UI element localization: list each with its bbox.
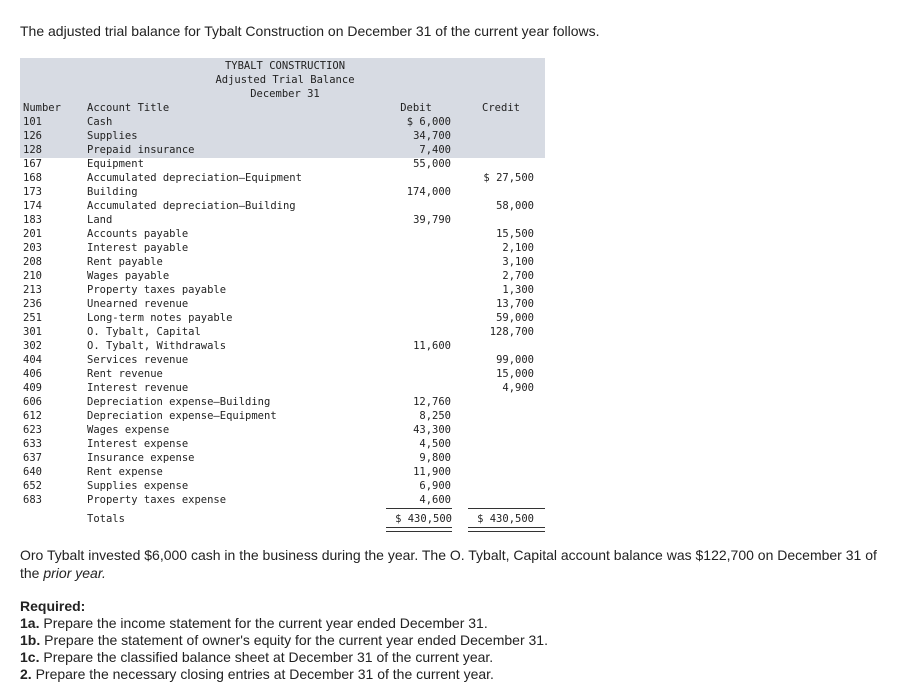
account-number: 652 (23, 480, 42, 492)
account-title: Supplies expense (87, 480, 189, 492)
required-item: 1c. Prepare the classified balance sheet at December 31 of the current year. (20, 649, 494, 665)
debit-amount: 4,500 (419, 438, 451, 450)
account-number: 640 (23, 466, 42, 478)
account-title: O. Tybalt, Withdrawals (87, 340, 227, 352)
account-title: Land (87, 214, 113, 226)
account-title: Rent revenue (87, 368, 163, 380)
credit-amount: $ 27,500 (483, 172, 534, 184)
table-row (20, 241, 545, 255)
debit-amount: 43,300 (413, 424, 451, 436)
required-heading: Required: (20, 598, 86, 614)
account-number: 251 (23, 312, 42, 324)
credit-amount: 59,000 (496, 312, 534, 324)
note-emphasis: prior year. (43, 565, 106, 581)
header-title: Account Title (87, 102, 170, 114)
credit-amount: 128,700 (489, 326, 534, 338)
account-title: O. Tybalt, Capital (87, 326, 201, 338)
account-number: 404 (23, 354, 42, 366)
table-row (20, 423, 545, 437)
debit-amount: 11,900 (413, 466, 451, 478)
account-number: 183 (23, 214, 42, 226)
additional-info (20, 546, 900, 582)
account-number: 637 (23, 452, 42, 464)
account-title: Equipment (87, 158, 144, 170)
report-date: December 31 (250, 88, 320, 100)
table-row (20, 227, 545, 241)
account-title: Accumulated depreciation—Equipment (87, 172, 302, 184)
account-number: 301 (23, 326, 42, 338)
account-number: 174 (23, 200, 42, 212)
account-title: Interest expense (87, 438, 189, 450)
account-number: 101 (23, 116, 42, 128)
credit-amount: 13,700 (496, 298, 534, 310)
table-row (20, 381, 545, 395)
account-title: Wages expense (87, 424, 170, 436)
account-number: 683 (23, 494, 42, 506)
totals-row (20, 512, 545, 526)
table-row (20, 185, 545, 199)
account-number: 210 (23, 270, 42, 282)
account-number: 302 (23, 340, 42, 352)
credit-total-double-rule (468, 527, 545, 532)
account-title: Cash (87, 116, 113, 128)
credit-amount: 2,100 (502, 242, 534, 254)
credit-amount: 2,700 (502, 270, 534, 282)
table-row (20, 465, 545, 479)
credit-amount: 4,900 (502, 382, 534, 394)
account-title: Property taxes expense (87, 494, 227, 506)
account-title: Prepaid insurance (87, 144, 195, 156)
account-number: 128 (23, 144, 42, 156)
table-row (20, 199, 545, 213)
account-number: 203 (23, 242, 42, 254)
account-number: 623 (23, 424, 42, 436)
account-title: Depreciation expense—Building (87, 396, 271, 408)
table-row (20, 269, 545, 283)
totals-label: Totals (87, 513, 125, 525)
header-debit: Debit (400, 102, 432, 114)
account-number: 208 (23, 256, 42, 268)
account-number: 633 (23, 438, 42, 450)
credit-amount: 15,000 (496, 368, 534, 380)
report-title: Adjusted Trial Balance (215, 74, 355, 86)
debit-total-double-rule (386, 527, 452, 532)
table-row (20, 353, 545, 367)
required-item: 1a. Prepare the income statement for the current year ended December 31. (20, 615, 488, 631)
account-number: 126 (23, 130, 42, 142)
debit-subtotal-rule (386, 508, 452, 509)
required-section (20, 598, 900, 683)
account-title: Supplies (87, 130, 138, 142)
account-number: 201 (23, 228, 42, 240)
totals-debit: $ 430,500 (395, 513, 452, 525)
required-item: 1b. Prepare the statement of owner's equity for the current year ended December 31. (20, 632, 548, 648)
account-title: Insurance expense (87, 452, 195, 464)
account-title: Services revenue (87, 354, 189, 366)
column-headers (20, 101, 545, 115)
account-number: 173 (23, 186, 42, 198)
table-row (20, 339, 545, 353)
required-item: 2. Prepare the necessary closing entries at December 31 of the current year. (20, 666, 494, 682)
debit-amount: 8,250 (419, 410, 451, 422)
account-number: 236 (23, 298, 42, 310)
table-row (20, 213, 545, 227)
credit-amount: 15,500 (496, 228, 534, 240)
table-row (20, 451, 545, 465)
debit-amount: 39,790 (413, 214, 451, 226)
table-row (20, 115, 545, 129)
table-row (20, 171, 545, 185)
account-title: Rent expense (87, 466, 163, 478)
credit-amount: 58,000 (496, 200, 534, 212)
note-text: Oro Tybalt invested $6,000 cash in the business during the year. The O. Tybalt, Capital account balance was $122,700 on December 31 of the (20, 547, 877, 581)
debit-amount: 34,700 (413, 130, 451, 142)
account-title: Property taxes payable (87, 284, 227, 296)
account-number: 406 (23, 368, 42, 380)
account-title: Building (87, 186, 138, 198)
account-title: Interest revenue (87, 382, 189, 394)
account-title: Accounts payable (87, 228, 189, 240)
table-row (20, 283, 545, 297)
credit-amount: 1,300 (502, 284, 534, 296)
debit-amount: $ 6,000 (406, 116, 451, 128)
table-row (20, 129, 545, 143)
credit-amount: 99,000 (496, 354, 534, 366)
intro-text: The adjusted trial balance for Tybalt Construction on December 31 of the current year follows. (20, 23, 600, 39)
table-row (20, 409, 545, 423)
account-title: Interest payable (87, 242, 189, 254)
table-row (20, 311, 545, 325)
account-number: 213 (23, 284, 42, 296)
account-number: 612 (23, 410, 42, 422)
table-row (20, 255, 545, 269)
account-title: Accumulated depreciation—Building (87, 200, 296, 212)
header-number: Number (23, 102, 61, 114)
debit-amount: 11,600 (413, 340, 451, 352)
credit-amount: 3,100 (502, 256, 534, 268)
table-row (20, 395, 545, 409)
debit-amount: 12,760 (413, 396, 451, 408)
account-number: 168 (23, 172, 42, 184)
header-credit: Credit (482, 102, 520, 114)
account-title: Unearned revenue (87, 298, 189, 310)
debit-amount: 55,000 (413, 158, 451, 170)
table-row (20, 143, 545, 157)
debit-amount: 7,400 (419, 144, 451, 156)
table-row (20, 493, 545, 507)
debit-amount: 6,900 (419, 480, 451, 492)
account-title: Long-term notes payable (87, 312, 233, 324)
table-row (20, 297, 545, 311)
account-number: 409 (23, 382, 42, 394)
company-name: TYBALT CONSTRUCTION (224, 60, 346, 72)
table-row (20, 437, 545, 451)
totals-credit: $ 430,500 (477, 513, 534, 525)
debit-amount: 9,800 (419, 452, 451, 464)
table-row (20, 479, 545, 493)
debit-amount: 4,600 (419, 494, 451, 506)
credit-subtotal-rule (468, 508, 545, 509)
table-row (20, 325, 545, 339)
account-title: Rent payable (87, 256, 163, 268)
debit-amount: 174,000 (406, 186, 451, 198)
account-title: Depreciation expense—Equipment (87, 410, 277, 422)
table-row (20, 367, 545, 381)
account-number: 606 (23, 396, 42, 408)
account-number: 167 (23, 158, 42, 170)
table-row (20, 157, 545, 171)
account-title: Wages payable (87, 270, 170, 282)
